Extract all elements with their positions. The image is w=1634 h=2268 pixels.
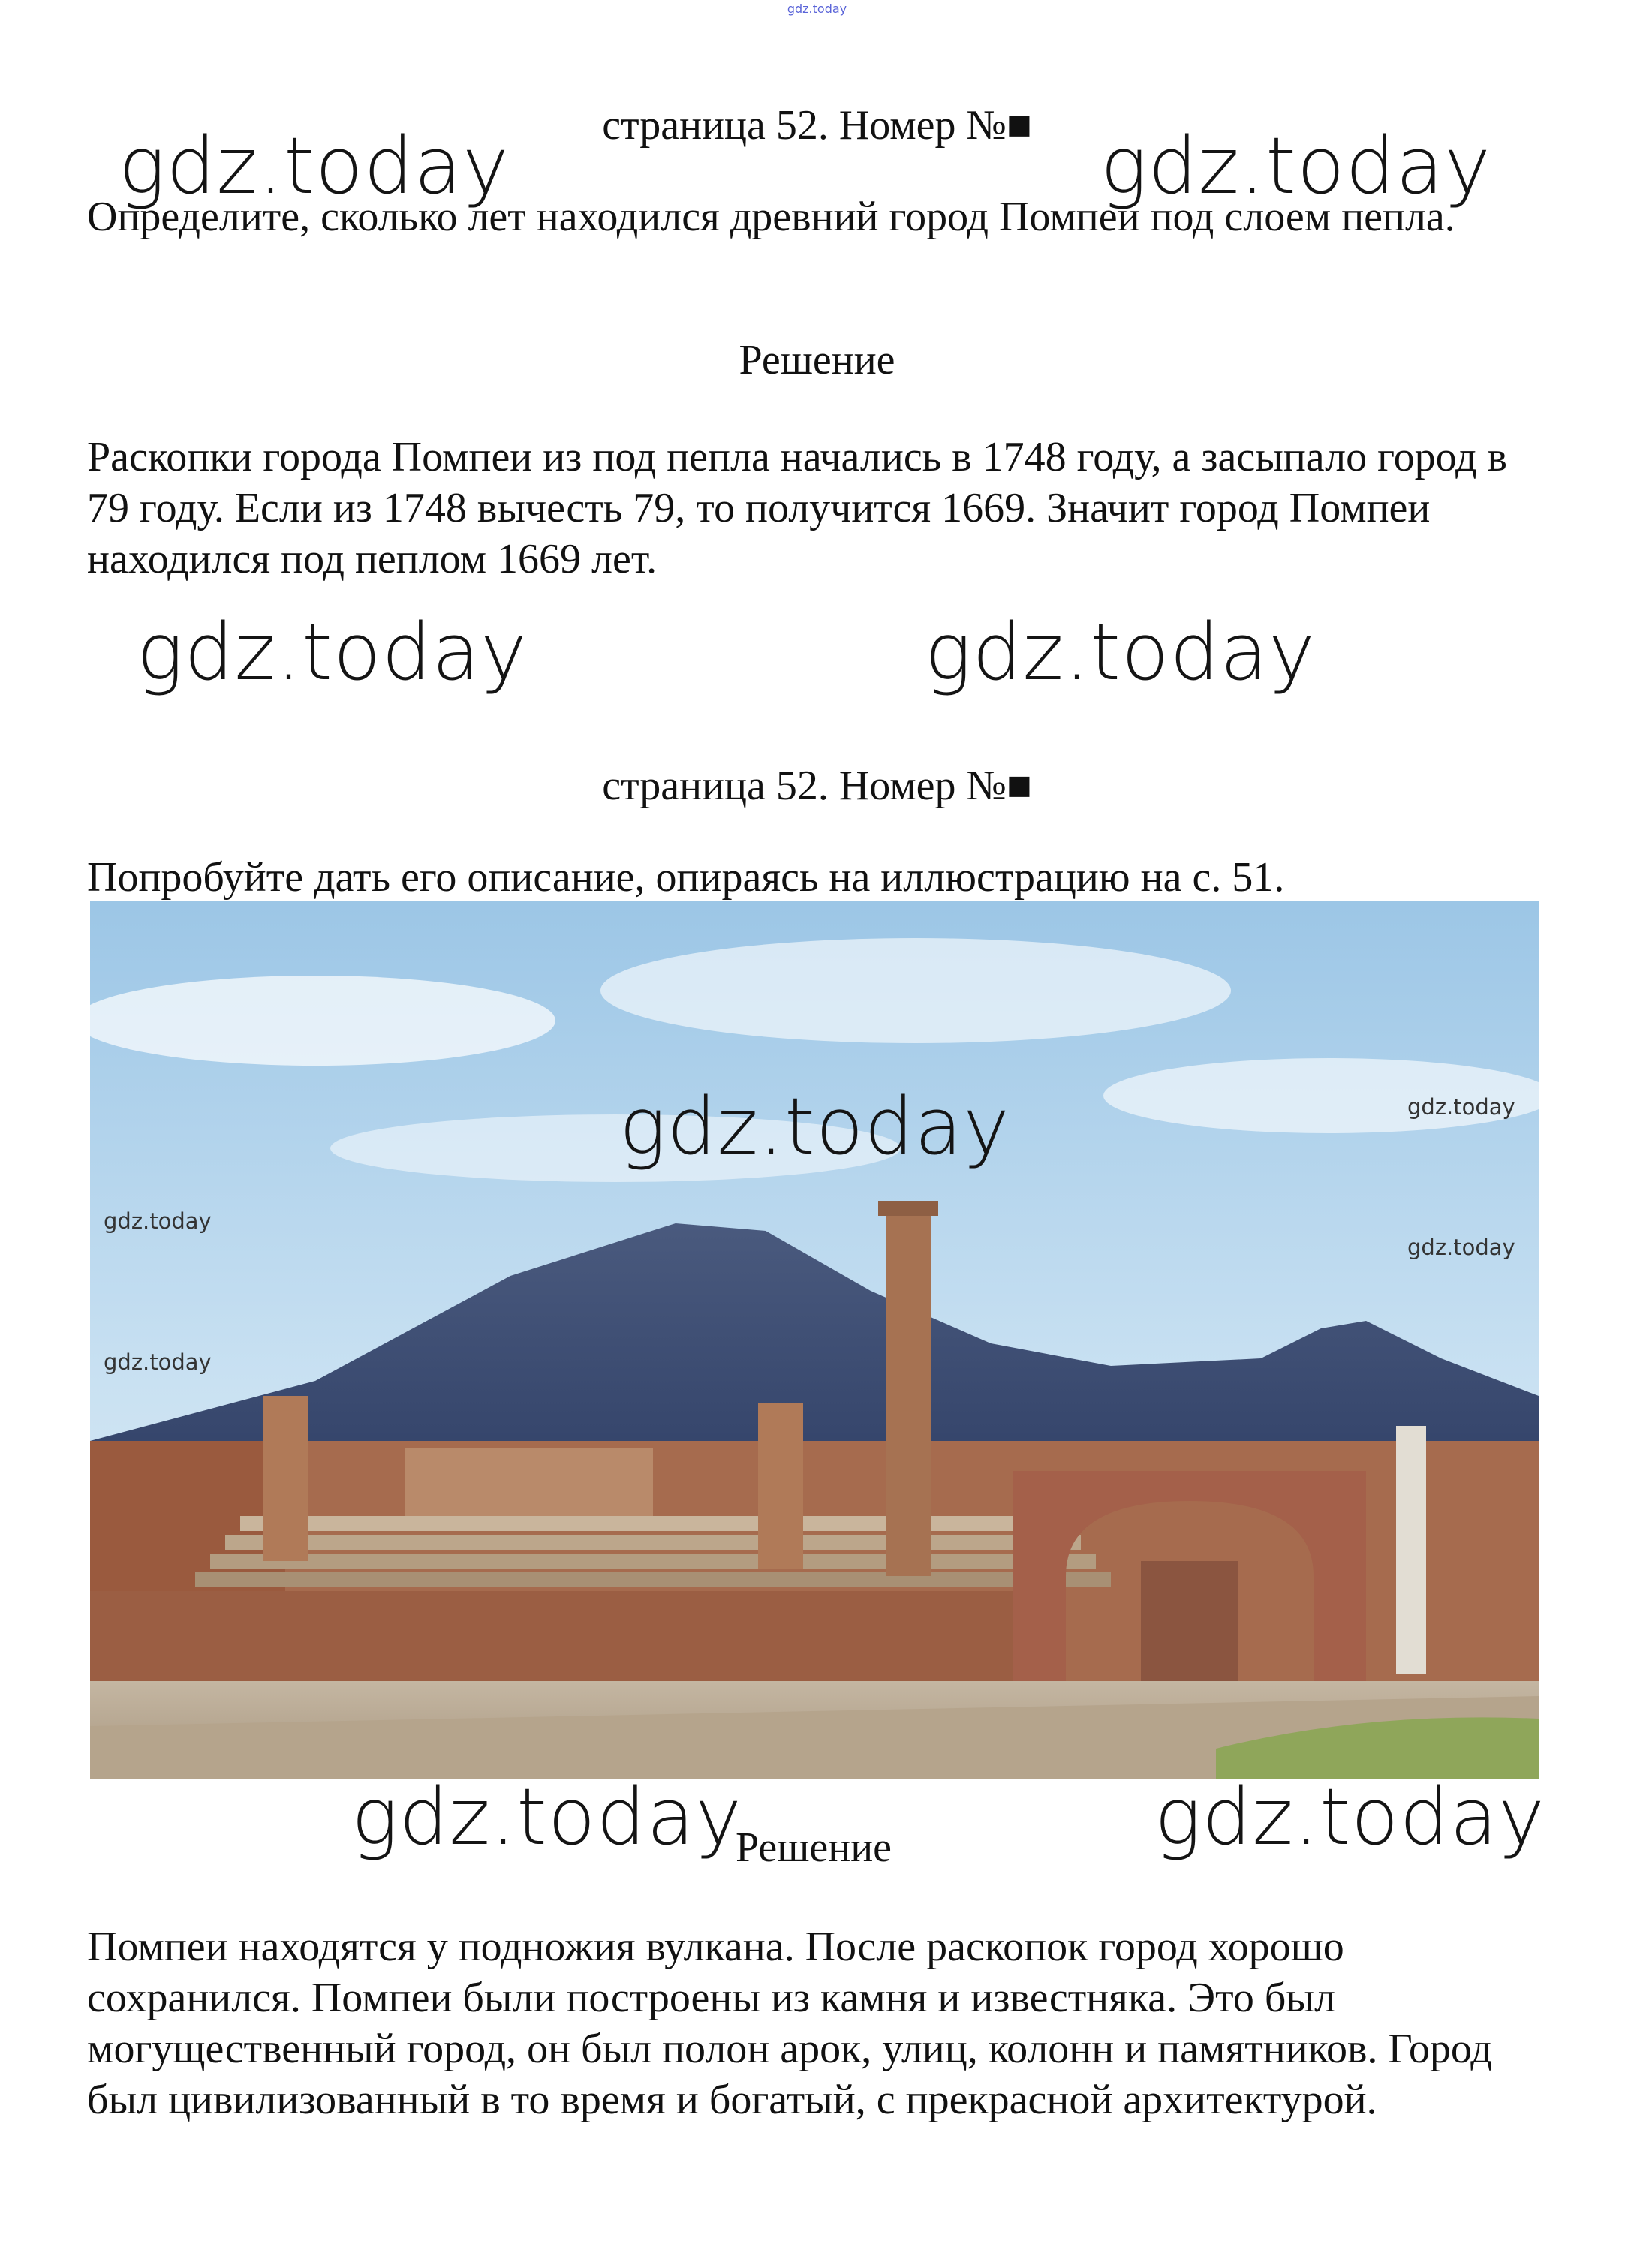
watermark: gdz.today xyxy=(619,1081,1010,1172)
watermark: gdz.today xyxy=(351,1771,742,1863)
section2-solution-label: Решение xyxy=(736,1824,892,1871)
section1-solution-label: Решение xyxy=(739,337,895,384)
watermark: gdz.today xyxy=(925,606,1316,698)
section1-heading: страница 52. Номер №■ xyxy=(602,102,1032,149)
top-watermark: gdz.today xyxy=(787,2,847,16)
section2-question: Попробуйте дать его описание, опираясь на иллюстрацию на с. 51. xyxy=(87,854,1285,901)
watermark: gdz.today xyxy=(104,1349,212,1375)
watermark: gdz.today xyxy=(1407,1094,1515,1120)
watermark: gdz.today xyxy=(137,606,528,698)
watermark: gdz.today xyxy=(1100,120,1491,212)
section2-answer: Помпеи находятся у подножия вулкана. После раскопок город хорошо сохранился. Помпеи были построены из камня и известняка. Это был могущественный город, он был полон арок, улиц, колонн и памятников. Город был цивилизованный в то время и богатый, с прекрасной архитектурой. xyxy=(87,1924,1492,2123)
watermark: gdz.today xyxy=(119,120,510,212)
watermark: gdz.today xyxy=(1154,1771,1545,1863)
watermark: gdz.today xyxy=(1407,1235,1515,1260)
section2-heading: страница 52. Номер №■ xyxy=(602,763,1032,809)
pompeii-photo xyxy=(90,901,1539,1779)
watermark: gdz.today xyxy=(104,1208,212,1234)
section1-answer: Раскопки города Помпеи из под пепла начались в 1748 году, а засыпало город в 79 году. Если из 1748 вычесть 79, то получится 1669. Значит город Помпеи находился под пеплом 1669 лет. xyxy=(87,434,1507,582)
section1-question: Определите, сколько лет находился древний город Помпеи под слоем пепла. xyxy=(87,194,1455,240)
